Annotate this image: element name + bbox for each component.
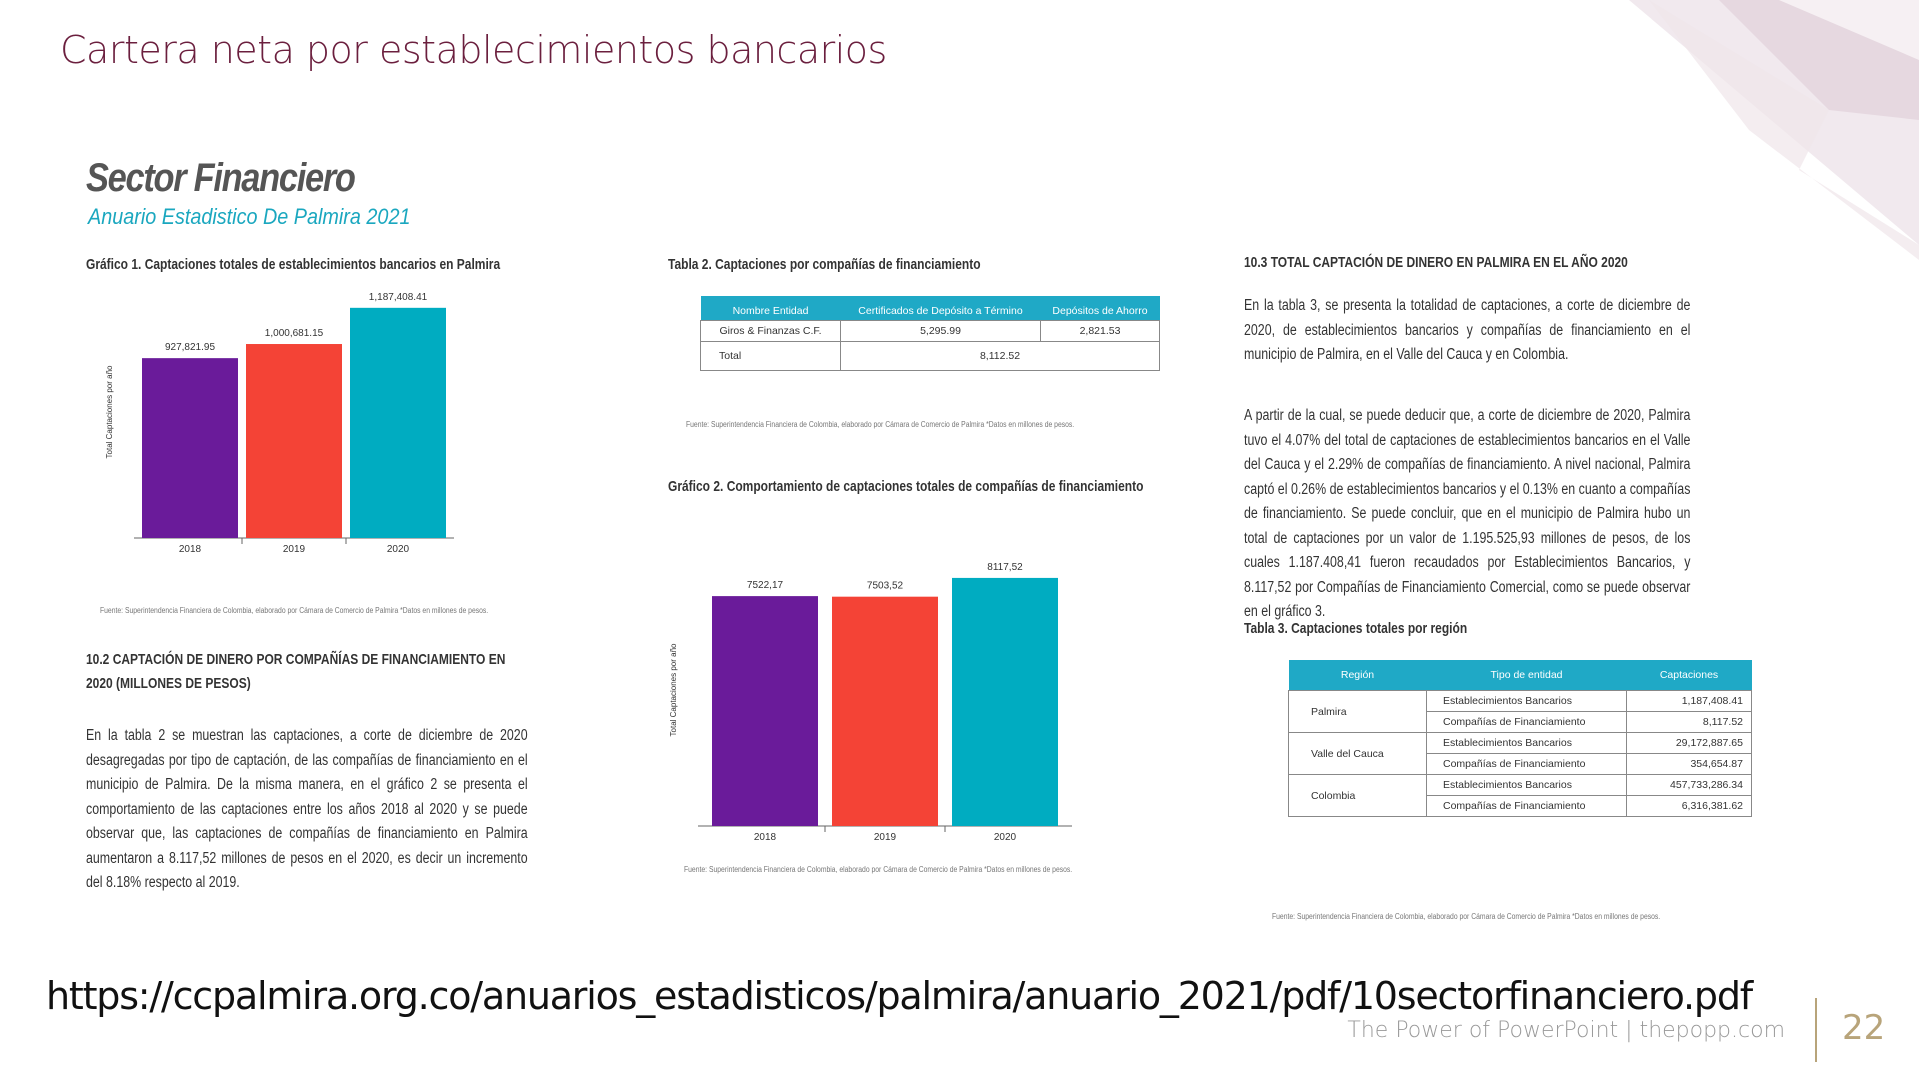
tabla2-title: Tabla 2. Captaciones por compañías de financiamiento bbox=[668, 256, 981, 273]
x-tick-label-2018: 2018 bbox=[753, 832, 777, 843]
data-label-2019: 7503,52 bbox=[866, 580, 904, 592]
table-cell: 354,654.87 bbox=[1627, 754, 1752, 775]
tabla3-header-cell: Tipo de entidad bbox=[1427, 660, 1627, 691]
grafico2-title: Gráfico 2. Comportamiento de captaciones totales de compañías de financiamiento bbox=[668, 478, 1144, 495]
data-label-2018: 7522,17 bbox=[746, 580, 784, 592]
bar-2020 bbox=[952, 578, 1058, 826]
source-url[interactable]: https://ccpalmira.org.co/anuarios_estadisticos/palmira/anuario_2021/pdf/10sectorfinanciero.pdf bbox=[46, 974, 1752, 1018]
tabla2-header-cell: Certificados de Depósito a Término bbox=[841, 296, 1041, 321]
bar-2019 bbox=[246, 344, 342, 538]
tabla3-header-cell: Región bbox=[1289, 660, 1427, 691]
bar-2020 bbox=[350, 308, 446, 538]
y-axis-label: Total Captaciones por año bbox=[105, 365, 114, 459]
region-cell: Valle del Cauca bbox=[1289, 733, 1427, 775]
slide-title: Cartera neta por establecimientos bancarios bbox=[60, 28, 887, 72]
table-cell: 2,821.53 bbox=[1041, 321, 1160, 342]
bar-2018 bbox=[712, 596, 818, 826]
tabla3 bbox=[1288, 660, 1752, 817]
table-cell: Compañías de Financiamiento bbox=[1427, 712, 1627, 733]
data-label-2018: 927,821.95 bbox=[164, 342, 216, 354]
table-row bbox=[1289, 775, 1752, 796]
table-row bbox=[1289, 733, 1752, 754]
document-subtitle: Anuario Estadistico De Palmira 2021 bbox=[88, 204, 411, 229]
footer-divider bbox=[1815, 998, 1817, 1062]
document-title: Sector Financiero bbox=[86, 156, 355, 200]
document-image bbox=[80, 150, 1800, 940]
tabla2-header-row bbox=[701, 296, 1160, 321]
grafico1-title: Gráfico 1. Captaciones totales de establecimientos bancarios en Palmira bbox=[86, 256, 501, 273]
bar-2019 bbox=[832, 597, 938, 826]
footer-brand: The Power of PowerPoint | thepopp.com bbox=[1347, 1018, 1785, 1043]
x-tick-label-2019: 2019 bbox=[282, 544, 306, 555]
table-cell: 1,187,408.41 bbox=[1627, 691, 1752, 712]
table-cell: Compañías de Financiamiento bbox=[1427, 796, 1627, 817]
grafico2-svg bbox=[669, 540, 1156, 843]
x-tick-label-2018: 2018 bbox=[178, 544, 202, 555]
table-cell: Giros & Finanzas C.F. bbox=[701, 321, 841, 342]
grafico2-source: Fuente: Superintendencia Financiera de Colombia, elaborado por Cámara de Comercio de Palmira *Datos en millones de pesos. bbox=[684, 865, 1073, 874]
table-cell: Establecimientos Bancarios bbox=[1427, 775, 1627, 796]
table-cell: Total bbox=[701, 342, 841, 371]
region-cell: Colombia bbox=[1289, 775, 1427, 817]
section-10-2-text: En la tabla 2 se muestran las captaciones, a corte de diciembre de 2020 desagregadas por tipo de captación, de las compañías de financiamiento en el municipio de Palmira. De la misma manera, en el gráfico 2 se presenta el comportamiento de las captaciones entre los años 2018 al 2020 y se puede observar que, las captaciones de compañías de financiamiento en Palmira aumentaron a 8.117,52 millones de pesos en el 2020, es decir un incremento del 8.18% respecto al 2019. bbox=[86, 727, 528, 891]
table-row bbox=[1289, 691, 1752, 712]
table-row-total bbox=[701, 342, 1160, 371]
page-number: 22 bbox=[1842, 1008, 1886, 1048]
table-cell: 29,172,887.65 bbox=[1627, 733, 1752, 754]
table-cell: 5,295.99 bbox=[841, 321, 1041, 342]
tabla3-header-cell: Captaciones bbox=[1627, 660, 1752, 691]
table-cell: Establecimientos Bancarios bbox=[1427, 733, 1627, 754]
bar-2018 bbox=[142, 358, 238, 538]
tabla2-source: Fuente: Superintendencia Financiera de Colombia, elaborado por Cámara de Comercio de Palmira *Datos en millones de pesos. bbox=[686, 420, 1075, 429]
table-cell: 457,733,286.34 bbox=[1627, 775, 1752, 796]
tabla2-header-cell: Nombre Entidad bbox=[701, 296, 841, 321]
section-10-2-title: 10.2 CAPTACIÓN DE DINERO POR COMPAÑÍAS DE FINANCIAMIENTO EN 2020 (MILLONES DE PESOS) bbox=[86, 651, 506, 692]
region-cell: Palmira bbox=[1289, 691, 1427, 733]
section-10-3-text-2: A partir de la cual, se puede deducir que, a corte de diciembre de 2020, Palmira tuvo el 4.07% del total de captaciones de establecimientos bancarios en el Valle del Cauca y el 2.29% de compañías de financiamiento. A nivel nacional, Palmira captó el 0.26% de establecimientos bancarios y el 0.13% en cuanto a compañías de financiamiento. Se puede concluir, que en el municipio de Palmira hubo un total de captaciones por un valor de 1.195.525,93 millones de pesos, de los cuales 1.187.408,41 fueron recaudados por Establecimientos Bancarios, y 8.117,52 por Compañías de Financiamiento Comercial, como se puede observar en el gráfico 3. bbox=[1244, 407, 1691, 620]
data-label-2020: 8117,52 bbox=[987, 561, 1023, 573]
tabla3-source: Fuente: Superintendencia Financiera de Colombia, elaborado por Cámara de Comercio de Palmira *Datos en millones de pesos. bbox=[1272, 912, 1661, 921]
table-cell: 6,316,381.62 bbox=[1627, 796, 1752, 817]
section-10-3-text-1: En la tabla 3, se presenta la totalidad de captaciones, a corte de diciembre de 2020, de establecimientos bancarios y compañías de financiamiento en el municipio de Palmira, en el Valle del Cauca y en Colombia. bbox=[1244, 297, 1691, 363]
grafico1-svg bbox=[106, 280, 556, 570]
tabla3-title: Tabla 3. Captaciones totales por región bbox=[1244, 620, 1468, 637]
x-tick-label-2019: 2019 bbox=[873, 832, 897, 843]
grafico2-chart bbox=[669, 540, 1156, 845]
tabla2 bbox=[700, 296, 1160, 371]
x-tick-label-2020: 2020 bbox=[993, 832, 1017, 843]
grafico1-source: Fuente: Superintendencia Financiera de Colombia, elaborado por Cámara de Comercio de Palmira *Datos en millones de pesos. bbox=[100, 606, 489, 615]
tabla3-header-row bbox=[1289, 660, 1752, 691]
data-label-2019: 1,000,681.15 bbox=[264, 328, 324, 340]
data-label-2020: 1,187,408.41 bbox=[368, 291, 428, 303]
table-row bbox=[701, 321, 1160, 342]
x-tick-label-2020: 2020 bbox=[386, 544, 410, 555]
grafico1-chart bbox=[106, 280, 556, 575]
table-cell: Compañías de Financiamiento bbox=[1427, 754, 1627, 775]
section-10-3-title: 10.3 TOTAL CAPTACIÓN DE DINERO EN PALMIRA EN EL AÑO 2020 bbox=[1244, 254, 1628, 271]
table-cell: 8,117.52 bbox=[1627, 712, 1752, 733]
table-cell: Establecimientos Bancarios bbox=[1427, 691, 1627, 712]
table-cell: 8,112.52 bbox=[841, 342, 1160, 371]
tabla2-header-cell: Depósitos de Ahorro bbox=[1041, 296, 1160, 321]
y-axis-label: Total Captaciones por año bbox=[669, 643, 678, 737]
